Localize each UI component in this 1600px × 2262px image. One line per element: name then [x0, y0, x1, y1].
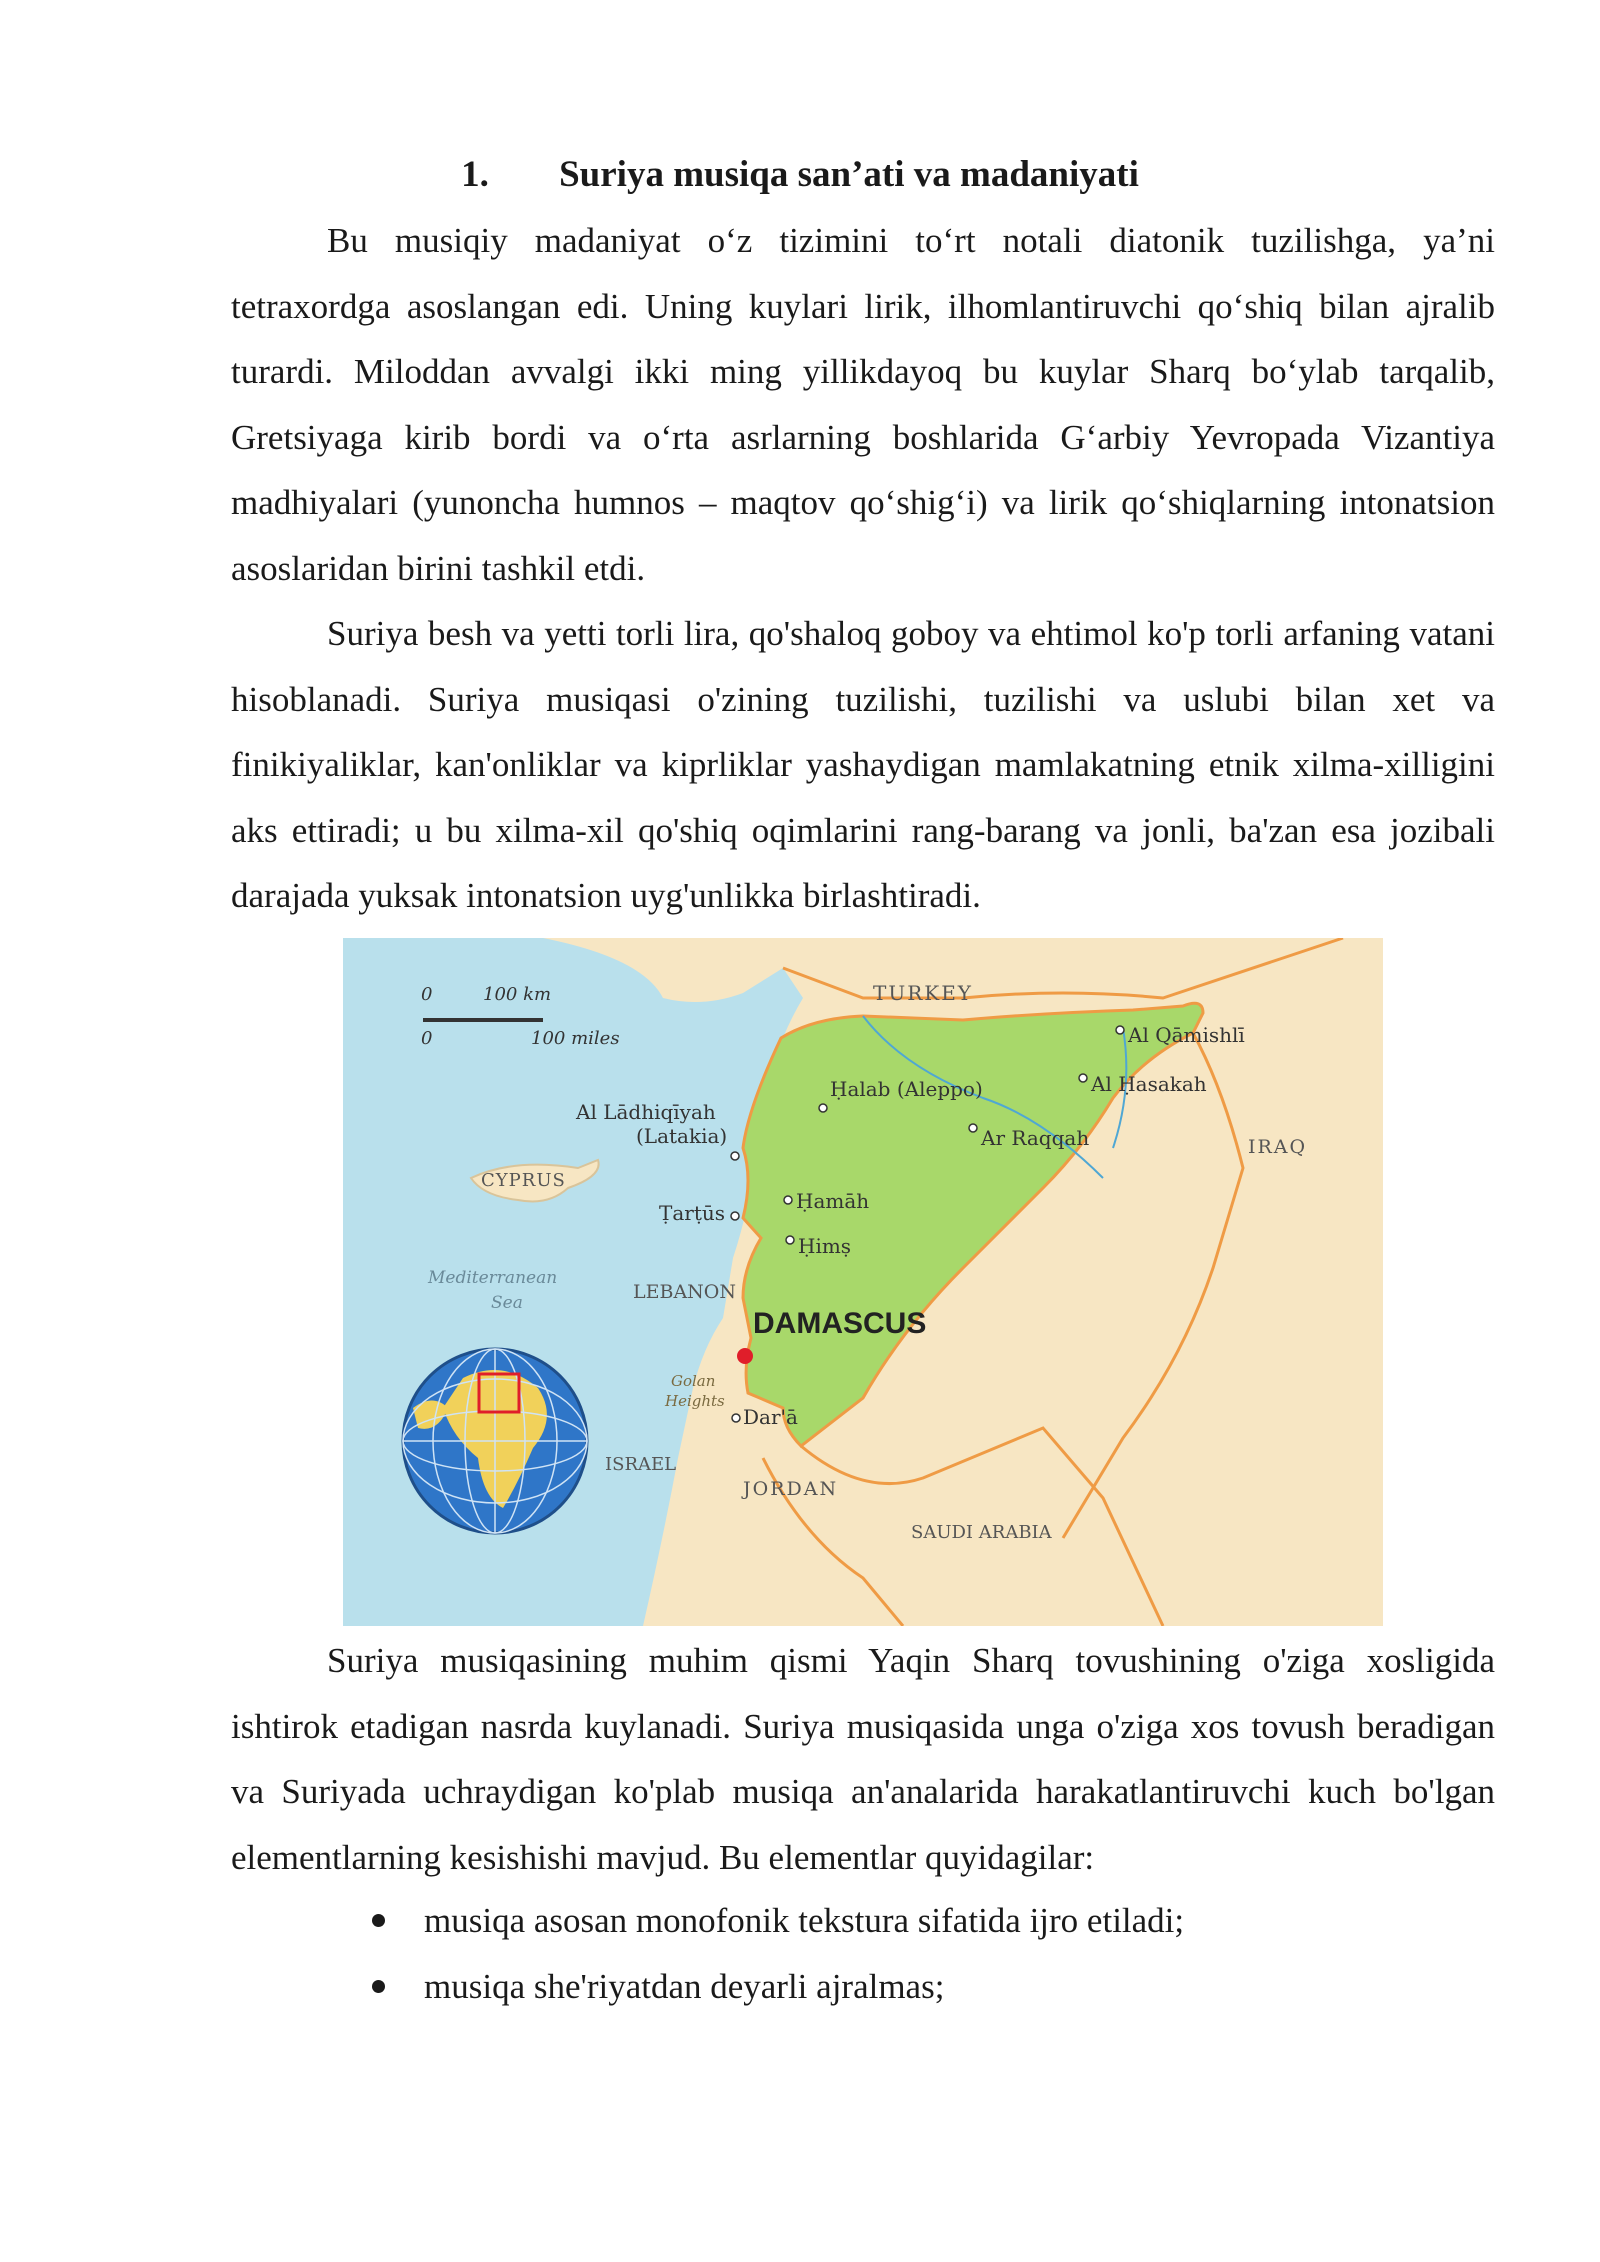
label-cyprus: CYPRUS	[481, 1170, 566, 1191]
label-golan-line1: Golan	[671, 1372, 716, 1390]
scale-zero-km: 0	[421, 984, 433, 1005]
label-jordan: JORDAN	[743, 1478, 839, 1500]
city-ladhiqiyah: Al Lādhiqīyah	[576, 1100, 716, 1124]
globe-icon	[403, 1349, 587, 1533]
city-dot-raqqah	[969, 1124, 977, 1132]
label-sea-line1: Mediterranean	[428, 1268, 558, 1288]
city-dot-damascus	[737, 1348, 753, 1364]
label-golan-line2: Heights	[665, 1392, 725, 1410]
syria-map	[343, 938, 1383, 1626]
scale-zero-miles: 0	[421, 1028, 433, 1049]
city-tartus: Ṭarṭūs	[659, 1201, 726, 1225]
list-item-text: musiqa asosan monofonik tekstura sifatida ijro etiladi;	[424, 1901, 1185, 1940]
city-dot-tartus	[731, 1212, 739, 1220]
list-item	[370, 1888, 1184, 1954]
city-ladhiqiyah-latin: (Latakia)	[636, 1124, 728, 1148]
scale-miles: 100 miles	[531, 1028, 620, 1049]
paragraph-elements: Suriya musiqasining muhim qismi Yaqin Sharq tovushining o'ziga xosligida ishtirok etadigan nasrda kuylanadi. Suriya musiqasida unga o'ziga xos tovush beradigan va Suriyada uchraydigan ko'plab musiqa an'analarida harakatlantiruvchi kuch bo'lgan elementlarning kesishishi mavjud. Bu elementlar quyidagilar:	[231, 1641, 1495, 1877]
city-dot-halab	[819, 1104, 827, 1112]
bullet-dot	[372, 1914, 385, 1927]
city-dara: Dar'ā	[743, 1405, 798, 1429]
section-title: Suriya musiqa san’ati va madaniyati	[559, 154, 1139, 195]
city-qamishli: Al Qāmishlī	[1128, 1023, 1245, 1047]
label-saudi-arabia: SAUDI ARABIA	[911, 1522, 1052, 1543]
city-dot-hasakah	[1079, 1074, 1087, 1082]
city-dot-hamah	[784, 1196, 792, 1204]
label-turkey: TURKEY	[873, 981, 973, 1005]
list-item-text: musiqa she'riyatdan deyarli ajralmas;	[424, 1966, 945, 2006]
city-hims: Ḥimṣ	[798, 1234, 852, 1258]
city-halab: Ḥalab (Aleppo)	[830, 1077, 983, 1101]
bullet-dot	[372, 1980, 385, 1993]
bullet-list	[370, 1888, 1184, 2019]
paragraph-tetrachord: Bu musiqiy madaniyat o‘z tizimini to‘rt notali diatonik tuzilishga, ya’ni tetraxordga asoslangan edi. Uning kuylari lirik, ilhomlantiruvchi qo‘shiq bilan ajralib turardi. Miloddan avvalgi ikki ming yillikdayoq bu kuylar Sharq bo‘ylab tarqalib, Gretsiyaga kirib bordi va o‘rta asrlarning boshlarida G‘arbiy Yevropada Vizantiya madhiyalari (yunoncha humnos – maqtov qo‘shig‘i) va lirik qo‘shiqlarning intonatsion asoslaridan birini tashkil etdi.	[231, 221, 1495, 588]
city-dot-qamishli	[1116, 1026, 1124, 1034]
section-heading	[0, 150, 1600, 200]
paragraph-instruments: Suriya besh va yetti torli lira, qo'shaloq goboy va ehtimol ko'p torli arfaning vatani hisoblanadi. Suriya musiqasi o'zining tuzilishi, tuzilishi va uslubi bilan xet va finikiyaliklar, kan'onliklar va kiprliklar yashaydigan mamlakatning etnik xilma-xilligini aks ettiradi; u bu xilma-xil qo'shiq oqimlarini rang-barang va jonli, ba'zan esa jozibali darajada yuksak intonatsion uyg'unlikka birlashtiradi.	[231, 614, 1495, 916]
label-israel: ISRAEL	[605, 1454, 677, 1475]
label-sea-line2: Sea	[491, 1293, 523, 1313]
city-damascus: DAMASCUS	[753, 1307, 927, 1340]
city-hamah: Ḥamāh	[796, 1189, 870, 1213]
list-item	[370, 1954, 1184, 2020]
section-number: 1.	[461, 154, 489, 195]
city-dot-dara	[732, 1414, 740, 1422]
city-raqqah: Ar Raqqah	[981, 1126, 1090, 1150]
label-iraq: IRAQ	[1248, 1136, 1308, 1158]
city-dot-ladhiqiyah	[731, 1152, 739, 1160]
city-dot-hims	[786, 1236, 794, 1244]
scale-km: 100 km	[483, 984, 552, 1005]
label-lebanon: LEBANON	[633, 1281, 736, 1303]
city-hasakah: Al Ḥasakah	[1091, 1072, 1207, 1096]
